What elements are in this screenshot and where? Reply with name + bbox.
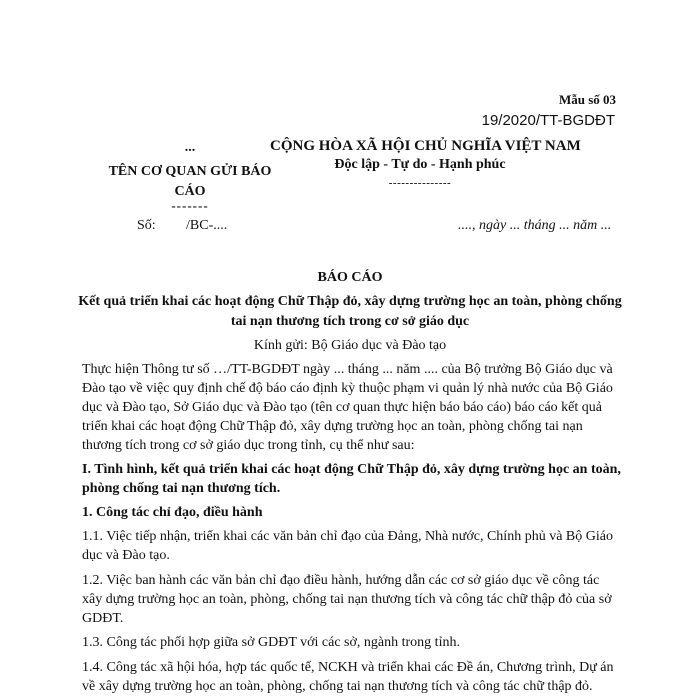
item-1-1: 1.1. Việc tiếp nhận, triển khai các văn bản chỉ đạo của Đảng, Nhà nước, Chính phủ và Bộ Giáo dục và Đào tạo.: [82, 529, 613, 563]
place-and-date: ...., ngày ... tháng ... năm ...: [458, 218, 612, 233]
report-subject: Kết quả triển khai các hoạt động Chữ Thập đỏ, xây dựng trường học an toàn, phòng chống tai nạn thương tích trong cơ sở giáo dục: [78, 294, 622, 329]
national-title: CỘNG HÒA XÃ HỘI CHỦ NGHĨA VIỆT NAM: [270, 138, 581, 154]
subsection-1-heading: 1. Công tác chỉ đạo, điều hành: [82, 505, 263, 520]
motto-separator: ---------------: [388, 177, 452, 189]
item-1-4: 1.4. Công tác xã hội hóa, hợp tác quốc tế, NCKH và triển khai các Đề án, Chương trình, Dự án về xây dựng trường học an toàn, phòng, chống tai nạn thương tích và công tác chữ thập đỏ.: [82, 660, 614, 694]
document-number-label: Số:: [137, 218, 156, 233]
form-number: Mẫu số 03: [558, 92, 616, 107]
agency-separator: -------: [171, 198, 209, 213]
reporting-agency-name: TÊN CƠ QUAN GỬI BÁO CÁO: [108, 164, 272, 199]
report-recipient: Kính gửi: Bộ Giáo dục và Đào tạo: [253, 338, 447, 353]
item-1-2: 1.2. Việc ban hành các văn bản chỉ đạo điều hành, hướng dẫn các cơ sở giáo dục về công tác xây dựng trường học an toàn, phòng, chống tai nạn thương tích và công tác chữ thập đỏ của sở GDĐT.: [82, 573, 612, 626]
item-1-3: 1.3. Công tác phối hợp giữa sở GDĐT với các sở, ngành trong tỉnh.: [82, 635, 460, 650]
section-1-heading: I. Tình hình, kết quả triển khai các hoạt động Chữ Thập đỏ, xây dựng trường học an toàn, phòng chống tai nạn thương tích.: [82, 462, 621, 496]
parent-agency-placeholder: ...: [184, 140, 196, 155]
intro-paragraph: Thực hiện Thông tư số …/TT-BGDĐT ngày ... tháng ... năm .... của Bộ trưởng Bộ Giáo dục và Đào tạo về việc quy định chế độ báo cáo định kỳ thuộc phạm vi quản lý nhà nước của Bộ Giáo dục và Đào tạo, Sở Giáo dục và Đào tạo (tên cơ quan thực hiện báo báo cáo) báo cáo kết quả triển khai các hoạt động Chữ Thập đỏ, xây dựng trường học an toàn, phòng chống tai nạn thương tích trong cơ sở giáo dục trong tỉnh, cụ thể như sau:: [82, 362, 613, 453]
report-title: BÁO CÁO: [317, 270, 383, 285]
national-motto: Độc lập - Tự do - Hạnh phúc: [334, 157, 506, 172]
document-number-value: /BC-....: [186, 218, 228, 233]
circular-reference: 19/2020/TT-BGDĐT: [481, 112, 615, 129]
